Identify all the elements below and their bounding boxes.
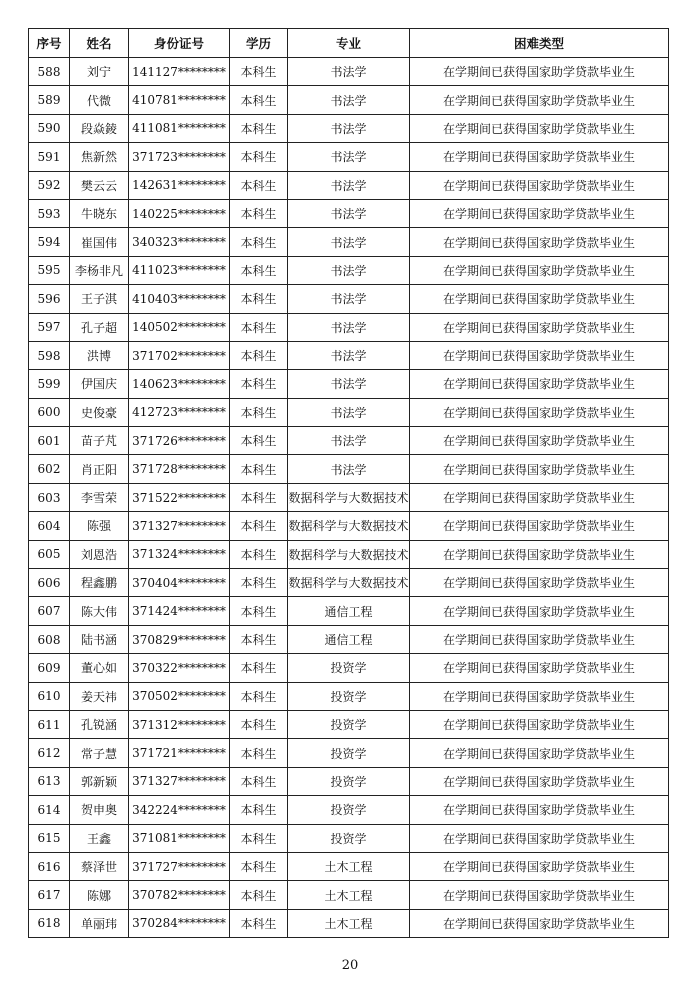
cell-id-number: 342224******** (129, 796, 230, 824)
table-row (29, 739, 669, 767)
cell-education: 本科生 (230, 114, 288, 142)
cell-education: 本科生 (230, 654, 288, 682)
cell-major: 土木工程 (288, 909, 410, 937)
cell-index: 602 (29, 455, 70, 483)
cell-difficulty-type: 在学期间已获得国家助学贷款毕业生 (410, 143, 669, 171)
cell-name: 伊国庆 (70, 370, 129, 398)
table-row (29, 682, 669, 710)
cell-id-number: 371522******** (129, 483, 230, 511)
cell-id-number: 371726******** (129, 427, 230, 455)
cell-difficulty-type: 在学期间已获得国家助学贷款毕业生 (410, 625, 669, 653)
page-number: 20 (341, 958, 359, 973)
table-row (29, 852, 669, 880)
cell-difficulty-type: 在学期间已获得国家助学贷款毕业生 (410, 256, 669, 284)
cell-major: 书法学 (288, 398, 410, 426)
cell-index: 618 (29, 909, 70, 937)
cell-difficulty-type: 在学期间已获得国家助学贷款毕业生 (410, 512, 669, 540)
cell-id-number: 371327******** (129, 767, 230, 795)
cell-education: 本科生 (230, 682, 288, 710)
cell-major: 书法学 (288, 199, 410, 227)
cell-major: 数据科学与大数据技术 (288, 569, 410, 597)
cell-index: 614 (29, 796, 70, 824)
table-row (29, 341, 669, 369)
cell-major: 投资学 (288, 710, 410, 738)
cell-difficulty-type: 在学期间已获得国家助学贷款毕业生 (410, 427, 669, 455)
table-row (29, 455, 669, 483)
header-id-number: 身份证号 (129, 29, 230, 58)
cell-index: 604 (29, 512, 70, 540)
cell-difficulty-type: 在学期间已获得国家助学贷款毕业生 (410, 58, 669, 86)
cell-education: 本科生 (230, 455, 288, 483)
cell-major: 书法学 (288, 58, 410, 86)
cell-index: 617 (29, 881, 70, 909)
cell-difficulty-type: 在学期间已获得国家助学贷款毕业生 (410, 597, 669, 625)
cell-id-number: 140502******** (129, 313, 230, 341)
table-header-row (29, 29, 669, 58)
cell-index: 592 (29, 171, 70, 199)
cell-education: 本科生 (230, 824, 288, 852)
cell-id-number: 411023******** (129, 256, 230, 284)
table-row (29, 710, 669, 738)
cell-id-number: 370404******** (129, 569, 230, 597)
cell-index: 609 (29, 654, 70, 682)
table-row (29, 313, 669, 341)
cell-difficulty-type: 在学期间已获得国家助学贷款毕业生 (410, 313, 669, 341)
cell-id-number: 370782******** (129, 881, 230, 909)
cell-difficulty-type: 在学期间已获得国家助学贷款毕业生 (410, 199, 669, 227)
cell-index: 613 (29, 767, 70, 795)
cell-index: 601 (29, 427, 70, 455)
cell-difficulty-type: 在学期间已获得国家助学贷款毕业生 (410, 540, 669, 568)
cell-id-number: 370284******** (129, 909, 230, 937)
cell-id-number: 412723******** (129, 398, 230, 426)
cell-name: 苗子芃 (70, 427, 129, 455)
cell-difficulty-type: 在学期间已获得国家助学贷款毕业生 (410, 398, 669, 426)
cell-major: 书法学 (288, 370, 410, 398)
cell-id-number: 371727******** (129, 852, 230, 880)
cell-education: 本科生 (230, 199, 288, 227)
cell-name: 史俊豪 (70, 398, 129, 426)
cell-education: 本科生 (230, 427, 288, 455)
cell-name: 李雪荣 (70, 483, 129, 511)
table-row (29, 767, 669, 795)
cell-index: 593 (29, 199, 70, 227)
cell-difficulty-type: 在学期间已获得国家助学贷款毕业生 (410, 824, 669, 852)
cell-education: 本科生 (230, 852, 288, 880)
cell-major: 书法学 (288, 256, 410, 284)
cell-education: 本科生 (230, 228, 288, 256)
cell-index: 598 (29, 341, 70, 369)
cell-index: 599 (29, 370, 70, 398)
cell-difficulty-type: 在学期间已获得国家助学贷款毕业生 (410, 370, 669, 398)
cell-id-number: 371324******** (129, 540, 230, 568)
table-row (29, 370, 669, 398)
cell-id-number: 371721******** (129, 739, 230, 767)
cell-education: 本科生 (230, 256, 288, 284)
table-row (29, 199, 669, 227)
cell-major: 书法学 (288, 285, 410, 313)
table-row (29, 597, 669, 625)
table-row (29, 285, 669, 313)
cell-index: 590 (29, 114, 70, 142)
cell-major: 土木工程 (288, 881, 410, 909)
cell-name: 陈娜 (70, 881, 129, 909)
cell-index: 611 (29, 710, 70, 738)
cell-education: 本科生 (230, 767, 288, 795)
table-row (29, 540, 669, 568)
cell-major: 书法学 (288, 455, 410, 483)
cell-education: 本科生 (230, 881, 288, 909)
cell-major: 土木工程 (288, 852, 410, 880)
cell-name: 陆书涵 (70, 625, 129, 653)
cell-id-number: 371327******** (129, 512, 230, 540)
cell-index: 591 (29, 143, 70, 171)
table-row (29, 512, 669, 540)
cell-education: 本科生 (230, 569, 288, 597)
cell-difficulty-type: 在学期间已获得国家助学贷款毕业生 (410, 767, 669, 795)
cell-education: 本科生 (230, 341, 288, 369)
cell-difficulty-type: 在学期间已获得国家助学贷款毕业生 (410, 341, 669, 369)
cell-index: 589 (29, 86, 70, 114)
cell-index: 616 (29, 852, 70, 880)
cell-difficulty-type: 在学期间已获得国家助学贷款毕业生 (410, 285, 669, 313)
table-row (29, 909, 669, 937)
cell-education: 本科生 (230, 625, 288, 653)
cell-difficulty-type: 在学期间已获得国家助学贷款毕业生 (410, 455, 669, 483)
cell-index: 606 (29, 569, 70, 597)
cell-name: 董心如 (70, 654, 129, 682)
cell-major: 投资学 (288, 682, 410, 710)
cell-name: 刘宁 (70, 58, 129, 86)
cell-name: 段焱錂 (70, 114, 129, 142)
cell-id-number: 140623******** (129, 370, 230, 398)
table-row (29, 256, 669, 284)
cell-difficulty-type: 在学期间已获得国家助学贷款毕业生 (410, 852, 669, 880)
cell-index: 596 (29, 285, 70, 313)
cell-index: 612 (29, 739, 70, 767)
cell-id-number: 371723******** (129, 143, 230, 171)
cell-index: 603 (29, 483, 70, 511)
cell-difficulty-type: 在学期间已获得国家助学贷款毕业生 (410, 228, 669, 256)
cell-name: 代微 (70, 86, 129, 114)
cell-index: 595 (29, 256, 70, 284)
cell-education: 本科生 (230, 370, 288, 398)
cell-id-number: 370502******** (129, 682, 230, 710)
cell-index: 608 (29, 625, 70, 653)
cell-difficulty-type: 在学期间已获得国家助学贷款毕业生 (410, 654, 669, 682)
cell-name: 樊云云 (70, 171, 129, 199)
cell-major: 投资学 (288, 739, 410, 767)
table-row (29, 86, 669, 114)
cell-id-number: 371728******** (129, 455, 230, 483)
header-major: 专业 (288, 29, 410, 58)
cell-difficulty-type: 在学期间已获得国家助学贷款毕业生 (410, 114, 669, 142)
table-row (29, 143, 669, 171)
cell-id-number: 410781******** (129, 86, 230, 114)
table-row (29, 881, 669, 909)
cell-difficulty-type: 在学期间已获得国家助学贷款毕业生 (410, 710, 669, 738)
cell-id-number: 142631******** (129, 171, 230, 199)
cell-education: 本科生 (230, 909, 288, 937)
header-index: 序号 (29, 29, 70, 58)
header-education: 学历 (230, 29, 288, 58)
cell-name: 蔡泽世 (70, 852, 129, 880)
cell-id-number: 370322******** (129, 654, 230, 682)
cell-major: 投资学 (288, 796, 410, 824)
table-row (29, 398, 669, 426)
cell-index: 607 (29, 597, 70, 625)
cell-difficulty-type: 在学期间已获得国家助学贷款毕业生 (410, 682, 669, 710)
cell-major: 书法学 (288, 341, 410, 369)
cell-id-number: 411081******** (129, 114, 230, 142)
cell-difficulty-type: 在学期间已获得国家助学贷款毕业生 (410, 796, 669, 824)
table-row (29, 824, 669, 852)
cell-major: 通信工程 (288, 625, 410, 653)
cell-major: 书法学 (288, 114, 410, 142)
cell-difficulty-type: 在学期间已获得国家助学贷款毕业生 (410, 86, 669, 114)
cell-major: 书法学 (288, 427, 410, 455)
header-difficulty-type: 困难类型 (410, 29, 669, 58)
cell-education: 本科生 (230, 171, 288, 199)
cell-index: 615 (29, 824, 70, 852)
cell-difficulty-type: 在学期间已获得国家助学贷款毕业生 (410, 483, 669, 511)
cell-major: 书法学 (288, 228, 410, 256)
student-table (28, 28, 669, 938)
cell-name: 牛晓东 (70, 199, 129, 227)
cell-education: 本科生 (230, 86, 288, 114)
cell-major: 书法学 (288, 171, 410, 199)
cell-major: 通信工程 (288, 597, 410, 625)
cell-major: 投资学 (288, 824, 410, 852)
cell-difficulty-type: 在学期间已获得国家助学贷款毕业生 (410, 909, 669, 937)
cell-id-number: 371081******** (129, 824, 230, 852)
cell-name: 刘恩浩 (70, 540, 129, 568)
cell-index: 610 (29, 682, 70, 710)
cell-major: 数据科学与大数据技术 (288, 540, 410, 568)
cell-education: 本科生 (230, 540, 288, 568)
cell-education: 本科生 (230, 313, 288, 341)
cell-id-number: 370829******** (129, 625, 230, 653)
cell-name: 姜天祎 (70, 682, 129, 710)
cell-name: 常子慧 (70, 739, 129, 767)
table-row (29, 171, 669, 199)
table-row (29, 427, 669, 455)
cell-name: 贺申奥 (70, 796, 129, 824)
cell-id-number: 410403******** (129, 285, 230, 313)
table-row (29, 114, 669, 142)
cell-index: 594 (29, 228, 70, 256)
cell-education: 本科生 (230, 739, 288, 767)
table-row (29, 569, 669, 597)
cell-major: 投资学 (288, 654, 410, 682)
cell-name: 陈强 (70, 512, 129, 540)
table-body (29, 58, 669, 938)
cell-index: 600 (29, 398, 70, 426)
cell-id-number: 371312******** (129, 710, 230, 738)
cell-id-number: 340323******** (129, 228, 230, 256)
table-row (29, 654, 669, 682)
cell-education: 本科生 (230, 143, 288, 171)
cell-name: 王鑫 (70, 824, 129, 852)
table-row (29, 796, 669, 824)
cell-id-number: 371424******** (129, 597, 230, 625)
cell-name: 孔锐涵 (70, 710, 129, 738)
cell-name: 陈大伟 (70, 597, 129, 625)
table-row (29, 625, 669, 653)
cell-name: 焦新然 (70, 143, 129, 171)
cell-difficulty-type: 在学期间已获得国家助学贷款毕业生 (410, 739, 669, 767)
cell-id-number: 371702******** (129, 341, 230, 369)
cell-education: 本科生 (230, 796, 288, 824)
cell-name: 郭新颖 (70, 767, 129, 795)
cell-major: 投资学 (288, 767, 410, 795)
cell-major: 书法学 (288, 143, 410, 171)
cell-name: 王子淇 (70, 285, 129, 313)
cell-education: 本科生 (230, 710, 288, 738)
cell-education: 本科生 (230, 398, 288, 426)
cell-education: 本科生 (230, 483, 288, 511)
table-row (29, 228, 669, 256)
cell-id-number: 141127******** (129, 58, 230, 86)
cell-index: 605 (29, 540, 70, 568)
cell-education: 本科生 (230, 58, 288, 86)
cell-major: 书法学 (288, 86, 410, 114)
cell-difficulty-type: 在学期间已获得国家助学贷款毕业生 (410, 569, 669, 597)
cell-index: 597 (29, 313, 70, 341)
cell-name: 单丽玮 (70, 909, 129, 937)
cell-major: 书法学 (288, 313, 410, 341)
table-row (29, 58, 669, 86)
cell-name: 程鑫鹏 (70, 569, 129, 597)
cell-name: 李杨非凡 (70, 256, 129, 284)
cell-difficulty-type: 在学期间已获得国家助学贷款毕业生 (410, 881, 669, 909)
cell-education: 本科生 (230, 285, 288, 313)
cell-major: 数据科学与大数据技术 (288, 483, 410, 511)
header-name: 姓名 (70, 29, 129, 58)
cell-name: 崔国伟 (70, 228, 129, 256)
cell-id-number: 140225******** (129, 199, 230, 227)
table-row (29, 483, 669, 511)
cell-education: 本科生 (230, 512, 288, 540)
cell-name: 洪博 (70, 341, 129, 369)
cell-name: 肖正阳 (70, 455, 129, 483)
cell-education: 本科生 (230, 597, 288, 625)
cell-major: 数据科学与大数据技术 (288, 512, 410, 540)
cell-index: 588 (29, 58, 70, 86)
cell-name: 孔子超 (70, 313, 129, 341)
cell-difficulty-type: 在学期间已获得国家助学贷款毕业生 (410, 171, 669, 199)
